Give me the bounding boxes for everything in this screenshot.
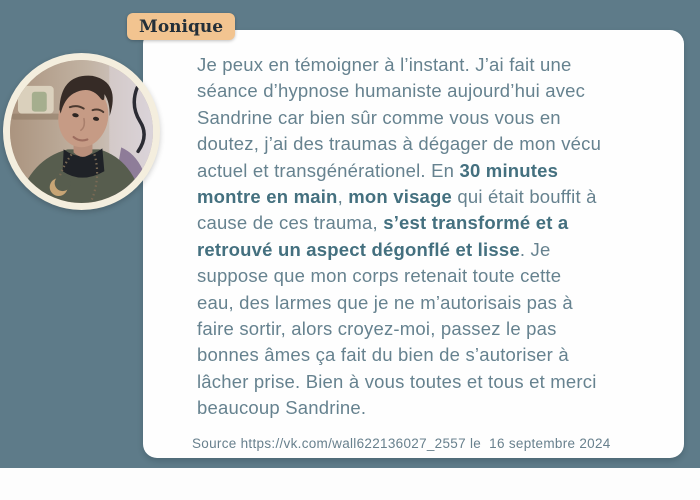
testimonial-text: Je peux en témoigner à l’instant. J’ai fait une séance d’hypnose humaniste aujourd’hui avec Sandrine car bien sûr comme vous vous en doutez, j’ai des traumas à dégager de mon vécu actuel et transgénérationel. En 30 minutes montre en main, mon visage qui était bouffit à cause de ces trauma, s’est transformé et a retrouvé un aspect dégonflé et lisse. Je suppose que mon corps retenait toute cette eau, des larmes que je ne m’autorisais pas à faire sortir, alors croyez-moi, passez le pas bonnes âmes ça fait du bien de s’autoriser à lâcher prise. Bien à vous toutes et tous et merci beaucoup Sandrine. [197, 54, 602, 419]
name-badge-label: Monique [139, 16, 224, 37]
source-line: Source https://vk.com/wall622136027_2557 le 16 septembre 2024 [192, 436, 611, 451]
name-badge [127, 13, 235, 40]
testimonial-card [143, 30, 684, 458]
bottom-strip [0, 468, 700, 500]
avatar-photo [10, 60, 153, 203]
avatar [3, 53, 160, 210]
